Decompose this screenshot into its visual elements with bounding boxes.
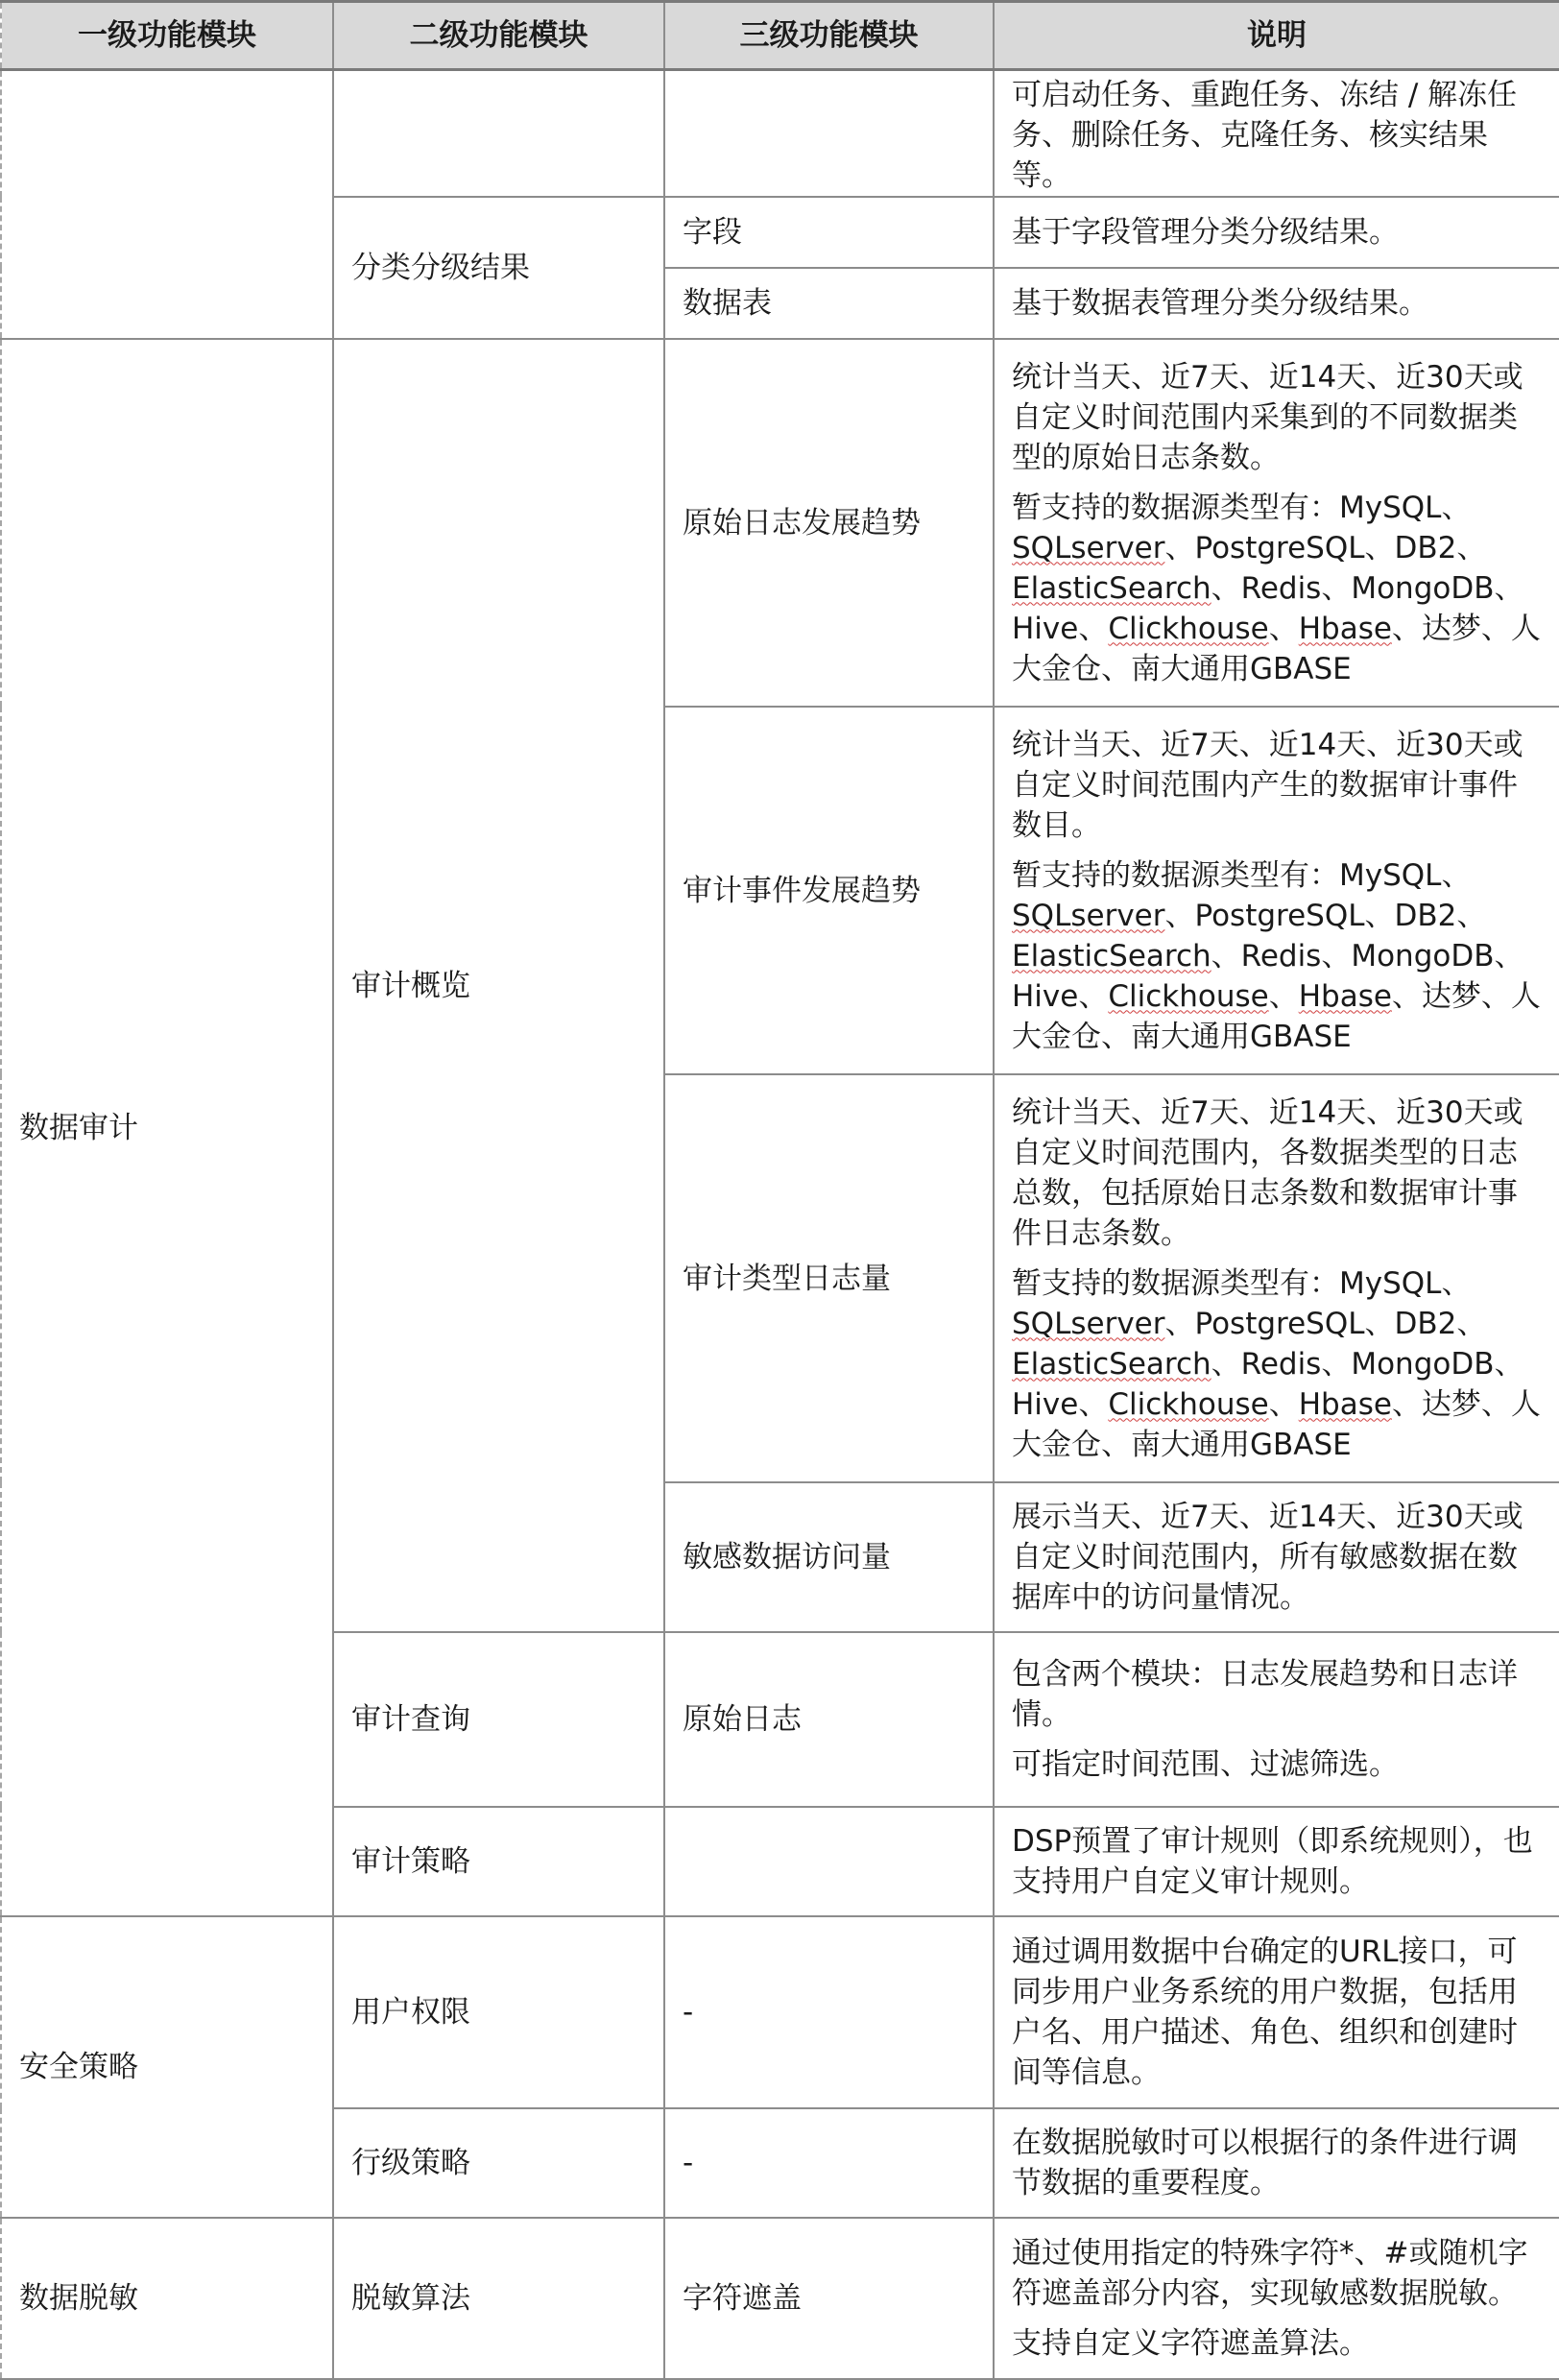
header-description: 说明 — [994, 2, 1559, 70]
description-text: 统计当天、近7天、近14天、近30天或自定义时间范围内产生的数据审计事件数目。 — [1012, 727, 1523, 843]
table-row — [1, 2218, 1559, 2379]
cell-level2: 审计策略 — [333, 1807, 664, 1916]
table-row — [1, 70, 1559, 198]
header-level3-module: 三级功能模块 — [664, 2, 994, 70]
header-level2-module: 二级功能模块 — [333, 2, 664, 70]
cell-level2: 审计查询 — [333, 1632, 664, 1807]
description-text: 可指定时间范围、过滤筛选。 — [1012, 1747, 1399, 1782]
description-text: 通过调用数据中台确定的URL接口，可同步用户业务系统的用户数据，包括用户名、用户描述、角色、组织和创建时间等信息。 — [1012, 1935, 1518, 2090]
cell-description: 基于数据表管理分类分级结果。 — [994, 268, 1559, 339]
description-text: 统计当天、近7天、近14天、近30天或自定义时间范围内，各数据类型的日志总数，包括原始日志条数和数据审计事件日志条数。 — [1012, 1094, 1523, 1251]
cell-level1-empty — [1, 70, 333, 340]
cell-level3: 原始日志 — [664, 1632, 994, 1807]
supported-sources: 暂支持的数据源类型有：MySQL、SQLserver、PostgreSQL、DB2、ElasticSearch、Redis、MongoDB、Hive、Clickhouse、Hbase、达梦、人大金仓、南大通用GBASE — [1012, 857, 1541, 1054]
description-text: 通过使用指定的特殊字符*、#或随机字符遮盖部分内容，实现敏感数据脱敏。 — [1012, 2236, 1528, 2311]
description-text: 包含两个模块：日志发展趋势和日志详情。 — [1012, 1657, 1518, 1732]
cell-level3: 审计类型日志量 — [664, 1074, 994, 1482]
cell-level2: 行级策略 — [333, 2108, 664, 2218]
cell-description — [994, 2218, 1559, 2379]
supported-sources: 暂支持的数据源类型有：MySQL、SQLserver、PostgreSQL、DB2、ElasticSearch、Redis、MongoDB、Hive、Clickhouse、Hbase、达梦、人大金仓、南大通用GBASE — [1012, 1265, 1541, 1462]
cell-level2: 分类分级结果 — [333, 197, 664, 339]
cell-level1: 数据脱敏 — [1, 2218, 333, 2379]
header-level1-module: 一级功能模块 — [1, 2, 333, 70]
cell-level2: 用户权限 — [333, 1916, 664, 2108]
cell-level1: 数据审计 — [1, 339, 333, 1916]
description-text: 展示当天、近7天、近14天、近30天或自定义时间范围内，所有敏感数据在数据库中的访问量情况。 — [1012, 1500, 1523, 1615]
cell-description — [994, 70, 1559, 198]
description-text: 统计当天、近7天、近14天、近30天或自定义时间范围内采集到的不同数据类型的原始日志条数。 — [1012, 359, 1523, 475]
cell-level3-empty — [664, 1807, 994, 1916]
table-row — [1, 339, 1559, 707]
cell-level1: 安全策略 — [1, 1916, 333, 2218]
description-text: 可启动任务、重跑任务、冻结 / 解冻任务、删除任务、克隆任务、核实结果等。 — [1012, 78, 1518, 193]
cell-level2: 审计概览 — [333, 339, 664, 1632]
description-text: 在数据脱敏时可以根据行的条件进行调节数据的重要程度。 — [1012, 2126, 1518, 2200]
cell-description — [994, 1074, 1559, 1482]
cell-level3: - — [664, 2108, 994, 2218]
table-header-row — [1, 2, 1559, 70]
cell-level3: 字符遮盖 — [664, 2218, 994, 2379]
cell-description — [994, 2108, 1559, 2218]
cell-description — [994, 1632, 1559, 1807]
cell-description — [994, 339, 1559, 707]
description-text: 支持自定义字符遮盖算法。 — [1012, 2326, 1369, 2361]
cell-level3: - — [664, 1916, 994, 2108]
cell-level3: 字段 — [664, 197, 994, 268]
cell-level2: 脱敏算法 — [333, 2218, 664, 2379]
cell-level3-empty — [664, 70, 994, 198]
cell-description — [994, 1807, 1559, 1916]
cell-level3: 原始日志发展趋势 — [664, 339, 994, 707]
cell-level2-empty — [333, 70, 664, 198]
cell-level3: 敏感数据访问量 — [664, 1482, 994, 1632]
description-text: DSP预置了审计规则（即系统规则），也支持用户自定义审计规则。 — [1012, 1824, 1533, 1899]
cell-description — [994, 707, 1559, 1074]
cell-description: 基于字段管理分类分级结果。 — [994, 197, 1559, 268]
cell-level3: 数据表 — [664, 268, 994, 339]
cell-level3: 审计事件发展趋势 — [664, 707, 994, 1074]
cell-description — [994, 1916, 1559, 2108]
cell-description — [994, 1482, 1559, 1632]
table-row — [1, 1916, 1559, 2108]
supported-sources: 暂支持的数据源类型有：MySQL、SQLserver、PostgreSQL、DB2、ElasticSearch、Redis、MongoDB、Hive、Clickhouse、Hbase、达梦、人大金仓、南大通用GBASE — [1012, 490, 1541, 686]
